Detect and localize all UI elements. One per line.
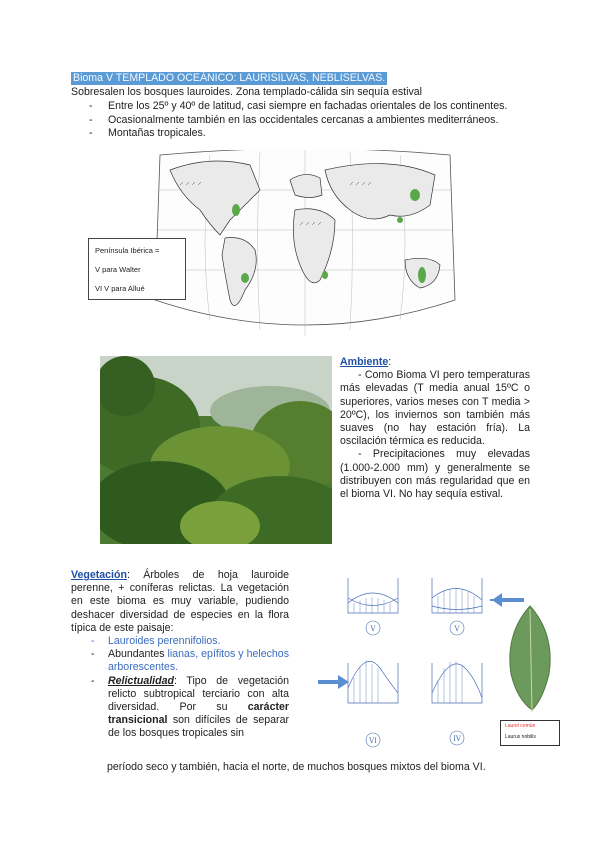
legend-line: V para Walter xyxy=(95,265,141,274)
diagram-label: VI xyxy=(369,737,377,745)
ambiente-heading: Ambiente xyxy=(340,356,389,368)
forest-photo xyxy=(100,356,332,544)
list-item: - Lauroides perennifolios. xyxy=(71,635,289,648)
vegetacion-intro: : Árboles de hoja lauroide perenne, + coníferas relictas. La vegetación en este bioma es muy variable, pudiendo deshacer diversidad de especies en la flora típica de este paisaje: xyxy=(71,569,289,634)
leaf-caption xyxy=(500,720,560,746)
laurel-leaf-image xyxy=(505,604,555,714)
leaf-caption-line: Laurus nobilis xyxy=(505,734,536,740)
ambiente-paragraph: - Como Bioma VI pero temperaturas más elevadas (T media anual 15ºC o superiores, varios meses con T media > 20ºC), los inviernos son también más suaves (no hay estación fría). La oscilación térmica es reducida. xyxy=(340,369,530,448)
ambiente-paragraph: - Precipitaciones muy elevadas (1.000-2.000 mm) y generalmente se distribuyen con más regularidad que en el bioma VI. No hay sequía estival. xyxy=(340,448,530,501)
list-item: - Montañas tropicales. xyxy=(71,127,541,141)
item-text: : Tipo de vegetación relicto subtropical terciario con alta diversidad. Por su xyxy=(108,674,289,714)
page-title: Bioma V TEMPLADO OCEÁNICO: LAURISILVAS, NEBLISELVAS. xyxy=(73,72,386,84)
legend-line: Península Ibérica = xyxy=(95,246,160,255)
intro-text: Sobresalen los bosques lauroides. Zona templado-cálida sin sequía estival xyxy=(71,86,422,98)
diagram-label: V xyxy=(454,625,460,633)
vegetacion-heading: Vegetación xyxy=(71,569,127,581)
continuation-text: período seco y también, hacia el norte, de muchos bosques mixtos del bioma VI. xyxy=(107,761,486,773)
item-text: son difíciles de separar de los bosques tropicales sin xyxy=(108,714,289,740)
item-bold: carácter transicional xyxy=(108,701,289,727)
leaf-caption-line: Laurel común xyxy=(505,723,536,729)
relictualidad-term: Relictualidad xyxy=(108,674,174,687)
climate-diagrams xyxy=(340,558,500,753)
diagram-label: V xyxy=(370,625,376,633)
item-text-blue: lianas, epífitos y helechos arborescentes. xyxy=(108,648,289,674)
list-item xyxy=(71,675,289,741)
vegetacion-section xyxy=(71,569,289,741)
legend-line: VI V para Allué xyxy=(95,284,145,293)
diagram-label: IV xyxy=(453,735,461,743)
arrow-right-icon xyxy=(318,674,350,690)
location-list xyxy=(71,100,541,141)
list-item: - Entre los 25º y 40º de latitud, casi siempre en fachadas orientales de los continentes. xyxy=(71,100,541,114)
list-item xyxy=(71,648,289,674)
map-legend xyxy=(88,238,186,300)
item-text: Abundantes xyxy=(108,648,168,661)
list-item: - Ocasionalmente también en las occidentales cercanas a ambientes mediterráneos. xyxy=(71,114,541,128)
world-map xyxy=(150,150,460,340)
ambiente-section: Ambiente: - Como Bioma VI pero temperaturas más elevadas (T media anual 15ºC o superiores, varios meses con T media > 20ºC), los inviernos son también más suaves (no hay estación fría). La oscilación térmica es reducida. - Precipitaciones muy elevadas (1.000-2.000 mm) y generalmente se distribuyen con más regularidad que en el bioma VI. No hay sequía estival. xyxy=(340,356,530,501)
